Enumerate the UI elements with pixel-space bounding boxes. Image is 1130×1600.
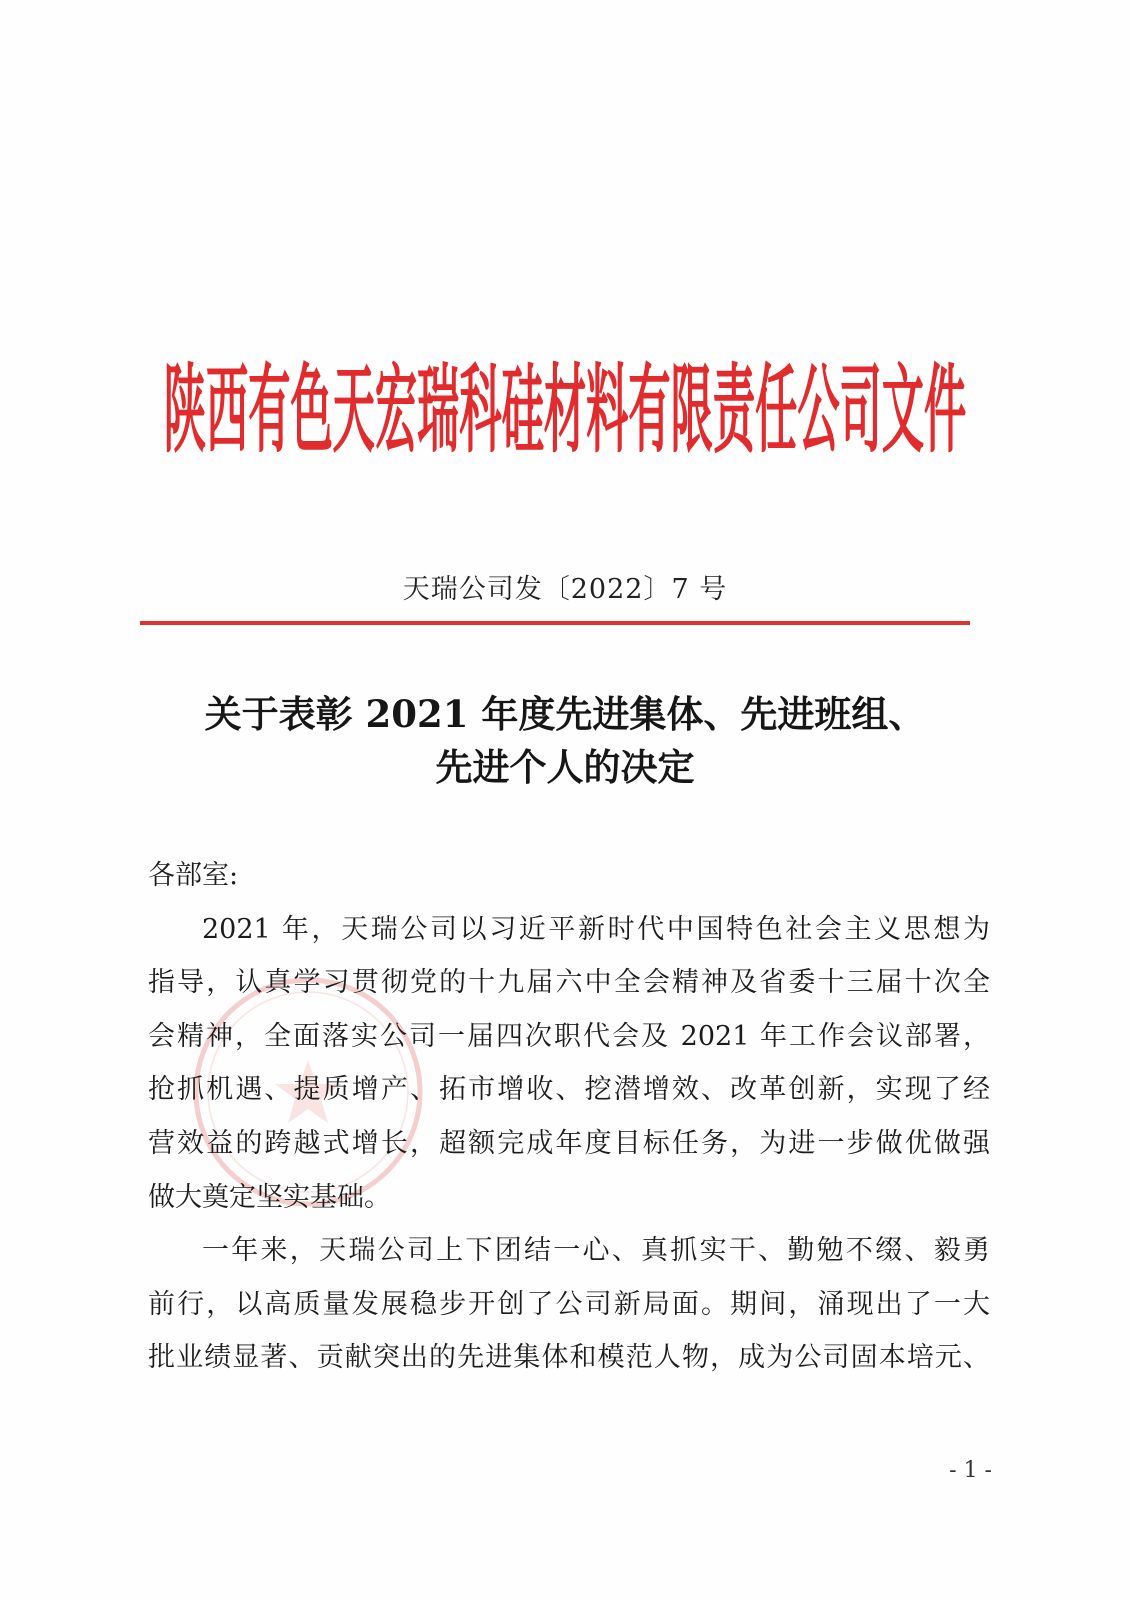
document-number: 天瑞公司发〔2022〕7 号 xyxy=(402,574,728,605)
paragraph-1-line: 抢抓机遇、提质增产、拓市增收、挖潜增效、改革创新，实现了经 xyxy=(148,1074,990,1106)
paragraph-1-line: 做大奠定坚实基础。 xyxy=(148,1181,391,1213)
paragraph-2-line: 一年来，天瑞公司上下团结一心、真抓实干、勤勉不缀、毅勇 xyxy=(202,1235,990,1267)
paragraph-1-line: 指导，认真学习贯彻党的十九届六中全会精神及省委十三届十次全 xyxy=(148,967,990,999)
issuing-organization-header: 陕西有色天宏瑞科硅材料有限责任公司文件 xyxy=(163,353,967,466)
paragraph-2-line: 批业绩显著、贡献突出的先进集体和模范人物，成为公司固本培元、 xyxy=(148,1342,990,1374)
document-title-line-1: 关于表彰 2021 年度先进集体、先进班组、 xyxy=(204,692,926,736)
paragraph-2-line: 前行，以高质量发展稳步开创了公司新局面。期间，涌现出了一大 xyxy=(148,1288,990,1320)
red-separator-rule xyxy=(140,621,970,625)
paragraph-1-line: 2021 年，天瑞公司以习近平新时代中国特色社会主义思想为 xyxy=(202,913,990,945)
page-number: - 1 - xyxy=(949,1458,992,1483)
paragraph-1-line: 营效益的跨越式增长，超额完成年度目标任务，为进一步做优做强 xyxy=(148,1127,990,1159)
salutation: 各部室: xyxy=(148,860,239,891)
document-body xyxy=(148,849,990,1385)
document-title-line-2: 先进个人的决定 xyxy=(435,745,695,789)
paragraph-1-line: 会精神，全面落实公司一届四次职代会及 2021 年工作会议部署， xyxy=(148,1020,990,1052)
